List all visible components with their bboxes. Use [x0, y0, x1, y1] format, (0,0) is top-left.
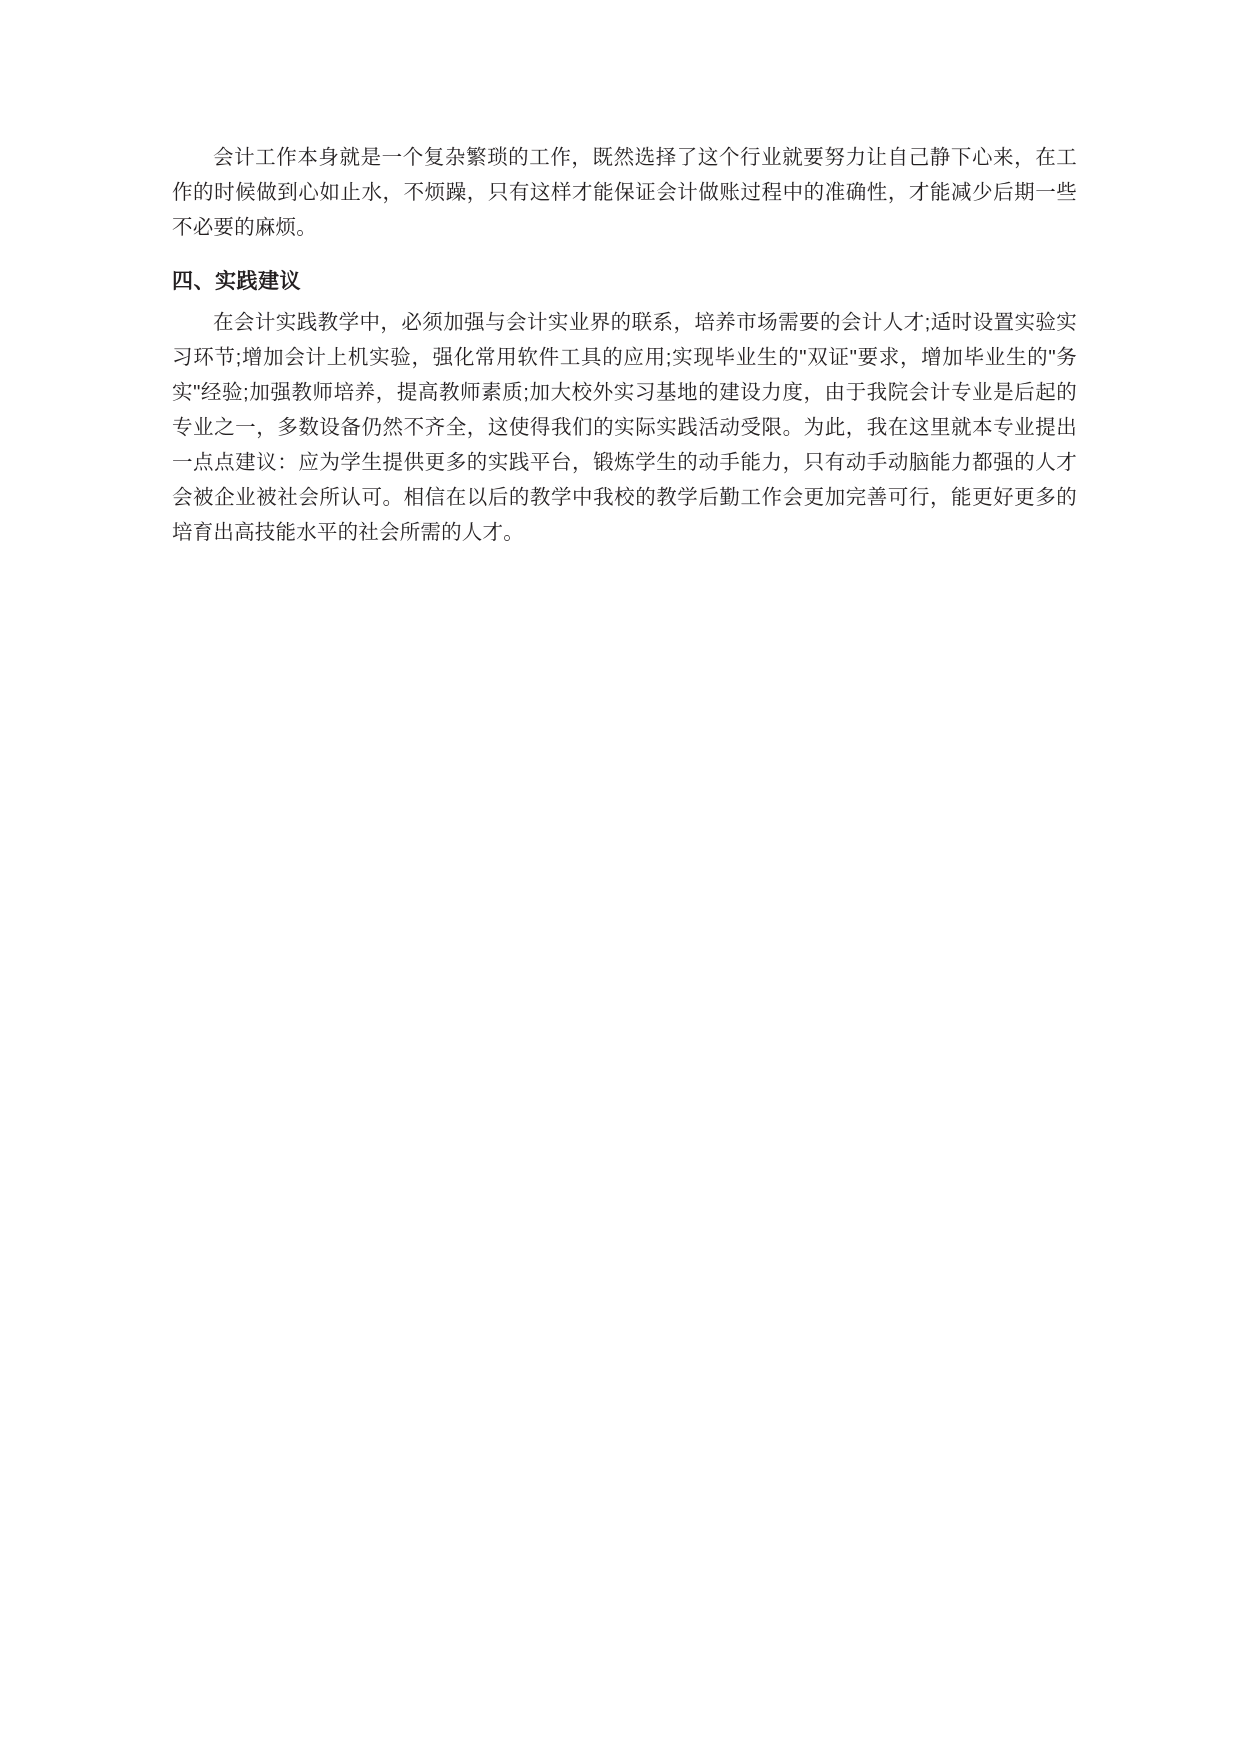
paragraph-practice-suggestions: 在会计实践教学中，必须加强与会计实业界的联系，培养市场需要的会计人才;适时设置实验实习环节;增加会计上机实验，强化常用软件工具的应用;实现毕业生的"双证"要求，增加毕业生的"务实"经验;加强教师培养，提高教师素质;加大校外实习基地的建设力度，由于我院会计专业是后起的专业之一，多数设备仍然不齐全，这使得我们的实际实践活动受限。为此，我在这里就本专业提出一点点建议：应为学生提供更多的实践平台，锻炼学生的动手能力，只有动手动脑能力都强的人才会被企业被社会所认可。相信在以后的教学中我校的教学后勤工作会更加完善可行，能更好更多的培育出高技能水平的社会所需的人才。 — [172, 311, 1077, 544]
heading-practice-suggestions: 四、实践建议 — [172, 270, 301, 293]
paragraph-accounting-mindset: 会计工作本身就是一个复杂繁琐的工作，既然选择了这个行业就要努力让自己静下心来，在工作的时候做到心如止水，不烦躁，只有这样才能保证会计做账过程中的准确性，才能减少后期一些不必要的麻烦。 — [172, 146, 1077, 239]
document-body — [172, 140, 1077, 550]
